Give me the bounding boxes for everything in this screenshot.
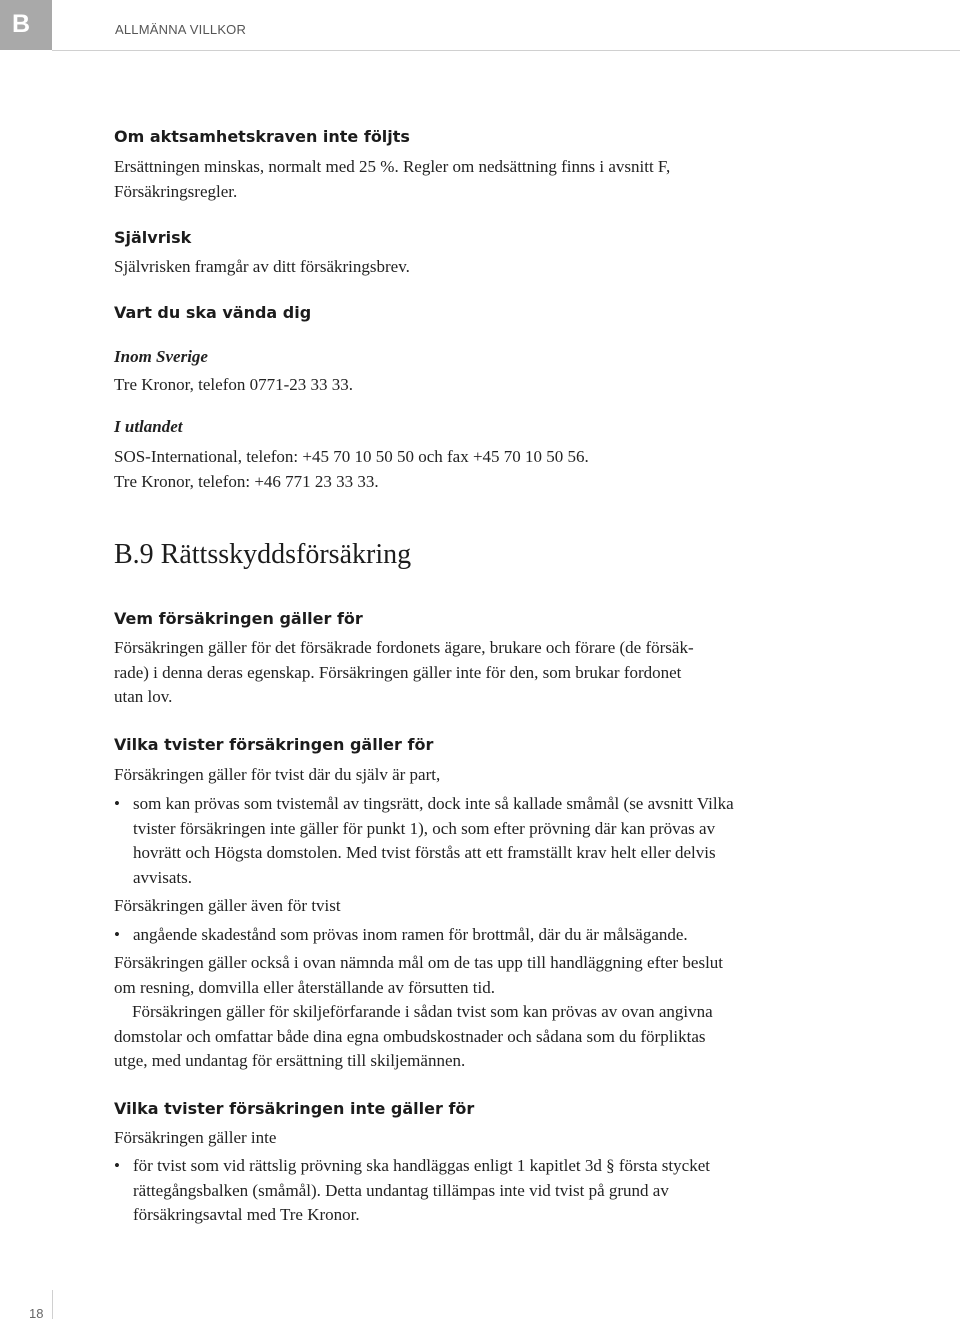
list-item [114, 923, 734, 948]
section-tab [0, 0, 52, 50]
sjalvrisk-heading: Självrisk [114, 228, 192, 247]
tvister-heading: Vilka tvister försäkringen gäller för [114, 734, 434, 754]
list-item-text: för tvist som vid rättslig prövning ska handläggas enligt 1 kapitlet 3d § första stycket rättegångsbalken (småmål). Detta undantag tillämpas inte vid tvist på grund av försäkringsavtal med Tre Kronor. [133, 1156, 710, 1224]
bullet-icon: • [114, 1156, 120, 1175]
tvister-paragraph-1: Försäkringen gäller också i ovan nämnda mål om de tas upp till handläggning efter beslut om resning, domvilla eller återställande av försutten tid. [114, 953, 724, 997]
section-letter: B [12, 10, 31, 38]
sjalvrisk-text: Självrisken framgår av ditt försäkringsbrev. [114, 257, 410, 276]
aktsamhet-heading: Om aktsamhetskraven inte följts [114, 127, 410, 146]
tvister-paragraph-2: Försäkringen gäller för skiljeförfarande i sådan tvist som kan prövas av ovan angivna domstolar och omfattar både dina egna ombudskostnader och sådana som du förpliktas utge, med undantag för ersättning till skiljemännen. [114, 1002, 713, 1070]
list-item-text: angående skadestånd som prövas inom ramen för brottmål, där du är målsägande. [133, 924, 688, 944]
inte-heading: Vilka tvister försäkringen inte gäller för [114, 1098, 475, 1118]
vem-text-line2: rade) i denna deras egenskap. Försäkringen gäller inte för den, som brukar fordonet [114, 662, 682, 682]
tvister-list [114, 792, 734, 890]
inom-sverige-text: Tre Kronor, telefon 0771-23 33 33. [114, 375, 354, 394]
list-item [114, 1154, 734, 1228]
tvister-list-2 [114, 923, 734, 948]
page-content [114, 127, 734, 1228]
bullet-icon: • [114, 924, 120, 944]
vem-text-line3: utan lov. [114, 687, 173, 706]
inte-intro: Försäkringen gäller inte [114, 1127, 277, 1147]
vart-heading: Vart du ska vända dig [114, 302, 312, 322]
utlandet-line1: SOS-International, telefon: +45 70 10 50 50 och fax +45 70 10 50 56. [114, 447, 589, 466]
tvister-also: Försäkringen gäller även för tvist [114, 896, 341, 915]
inom-sverige-label: Inom Sverige [114, 346, 208, 366]
list-item-text: som kan prövas som tvistemål av tingsrätt, dock inte så kallade småmål (se avsnitt Vilka tvister försäkringen inte gäller för punkt 1), och som efter prövning där kan prövas av hovrätt och Högsta domstolen. Med tvist förstås att ett framställt krav helt eller delvis avvisats. [133, 794, 734, 887]
bullet-icon: • [114, 794, 120, 813]
list-item [114, 792, 734, 890]
page-number: 18 [29, 1306, 44, 1321]
aktsamhet-text: Ersättningen minskas, normalt med 25 %. Regler om nedsättning finns i avsnitt F, Försäkringsregler. [114, 157, 671, 201]
vem-heading: Vem försäkringen gäller för [114, 609, 363, 628]
section-title: ALLMÄNNA VILLKOR [115, 22, 247, 37]
footer-rule [52, 1290, 53, 1319]
vem-text-line1: Försäkringen gäller för det försäkrade fordonets ägare, brukare och förare (de försäk- [114, 638, 694, 657]
inte-list [114, 1154, 734, 1228]
utlandet-line2: Tre Kronor, telefon: +46 771 23 33 33. [114, 471, 379, 491]
utlandet-label: I utlandet [114, 416, 183, 436]
section-heading: B.9 Rättsskyddsförsäkring [114, 539, 412, 570]
tvister-intro: Försäkringen gäller för tvist där du själv är part, [114, 764, 441, 784]
